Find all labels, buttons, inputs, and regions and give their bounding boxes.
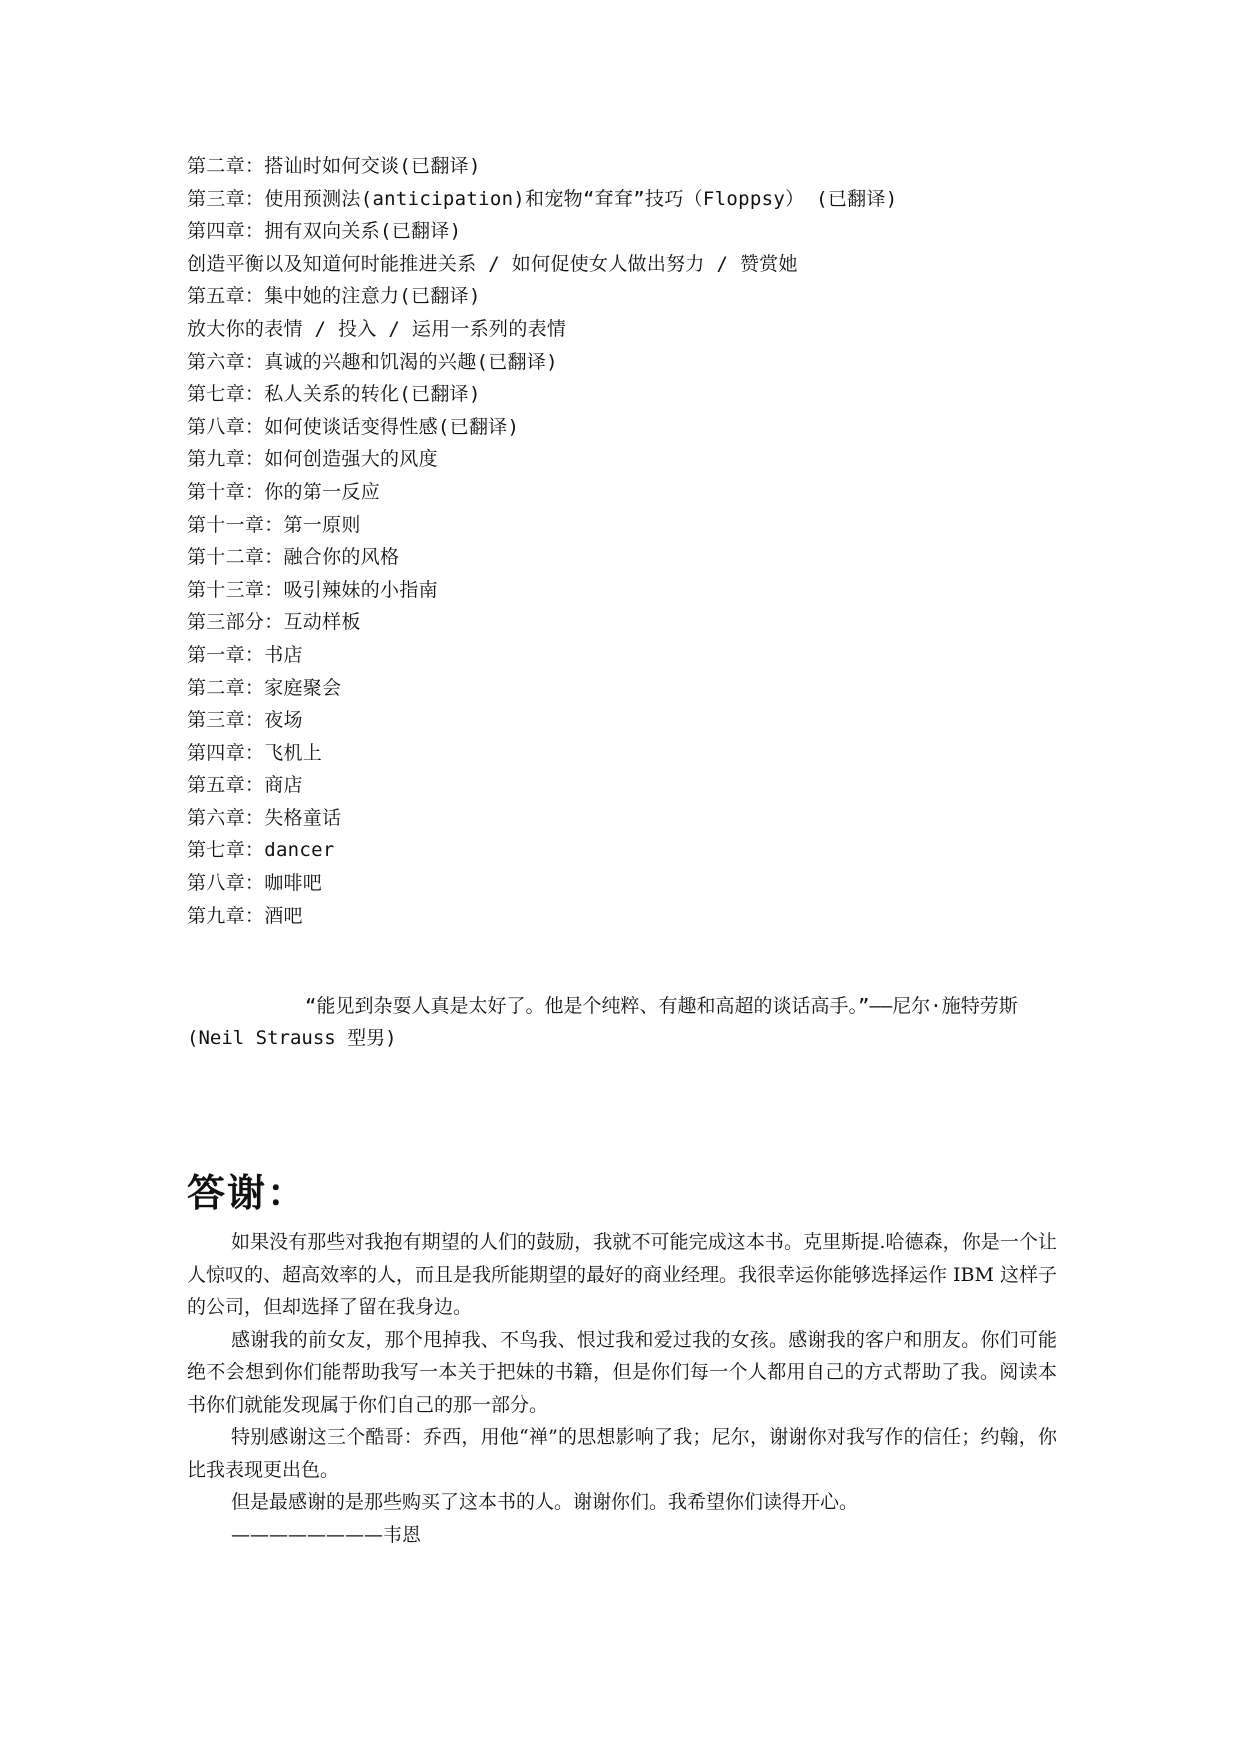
- toc-item: 创造平衡以及知道何时能推进关系 / 如何促使女人做出努力 / 赞赏她: [187, 252, 798, 275]
- acknowledgements-paragraph: 如果没有那些对我抱有期望的人们的鼓励，我就不可能完成这本书。克里斯提.哈德森，你是一个让人惊叹的、超高效率的人，而且是我所能期望的最好的商业经理。我很幸运你能够选择运作 IBM 这样子的公司，但却选择了留在我身边。: [187, 1231, 1058, 1318]
- document-page: [187, 150, 1058, 1546]
- toc-item: 第四章：拥有双向关系(已翻译): [187, 220, 462, 243]
- toc-item: 第八章：如何使谈话变得性感(已翻译): [187, 415, 520, 438]
- toc-item: 第九章：酒吧: [187, 904, 303, 927]
- table-of-contents: [187, 150, 1057, 932]
- toc-item: 第一章：书店: [187, 643, 303, 666]
- acknowledgements-body: [187, 1226, 1057, 1551]
- toc-item: 第四章：飞机上: [187, 741, 323, 764]
- toc-item: 第六章：真诚的兴趣和饥渴的兴趣(已翻译): [187, 350, 558, 373]
- acknowledgements-paragraph: 感谢我的前女友，那个甩掉我、不鸟我、恨过我和爱过我的女孩。感谢我的客户和朋友。你们可能绝不会想到你们能帮助我写一本关于把妹的书籍，但是你们每一个人都用自己的方式帮助了我。阅读本书你们就能发现属于你们自己的那一部分。: [187, 1328, 1057, 1416]
- toc-item: 放大你的表情 / 投入 / 运用一系列的表情: [187, 317, 567, 340]
- toc-item: 第九章：如何创造强大的风度: [187, 448, 438, 471]
- toc-item: 第三部分：互动样板: [187, 611, 361, 634]
- toc-item: 第二章：搭讪时如何交谈(已翻译): [187, 155, 481, 177]
- author-signature: ————————韦恩: [231, 1523, 422, 1546]
- acknowledgements-paragraph: 特别感谢这三个酷哥：乔西，用他“禅”的思想影响了我；尼尔，谢谢你对我写作的信任；约翰，你比我表现更出色。: [187, 1426, 1057, 1481]
- toc-item: 第七章：私人关系的转化(已翻译): [187, 383, 481, 406]
- toc-item: 第十三章：吸引辣妹的小指南: [187, 578, 438, 601]
- toc-item: 第五章：商店: [187, 774, 303, 797]
- acknowledgements-paragraph: 但是最感谢的是那些购买了这本书的人。谢谢你们。我希望你们读得开心。: [231, 1491, 859, 1513]
- toc-item: 第十二章：融合你的风格: [187, 546, 400, 569]
- toc-item: 第五章：集中她的注意力(已翻译): [187, 285, 481, 308]
- endorsement-quote: [187, 990, 1037, 1054]
- toc-item: 第八章：咖啡吧: [187, 872, 323, 895]
- toc-item: 第三章：夜场: [187, 709, 303, 732]
- toc-item: 第十一章：第一原则: [187, 513, 361, 536]
- toc-item: 第十章：你的第一反应: [187, 480, 381, 503]
- acknowledgements-heading: 答谢：: [187, 1171, 308, 1215]
- toc-item: 第六章：失格童话: [187, 806, 342, 829]
- toc-item: 第七章：dancer: [187, 839, 335, 862]
- toc-item: 第二章：家庭聚会: [187, 676, 342, 699]
- quote-text: “能见到杂耍人真是太好了。他是个纯粹、有趣和高超的谈话高手。”——尼尔·施特劳斯(Neil Strauss 型男): [187, 995, 1018, 1049]
- toc-item: 第三章：使用预测法(anticipation)和宠物“耷耷”技巧（Floppsy） (已翻译): [187, 187, 898, 210]
